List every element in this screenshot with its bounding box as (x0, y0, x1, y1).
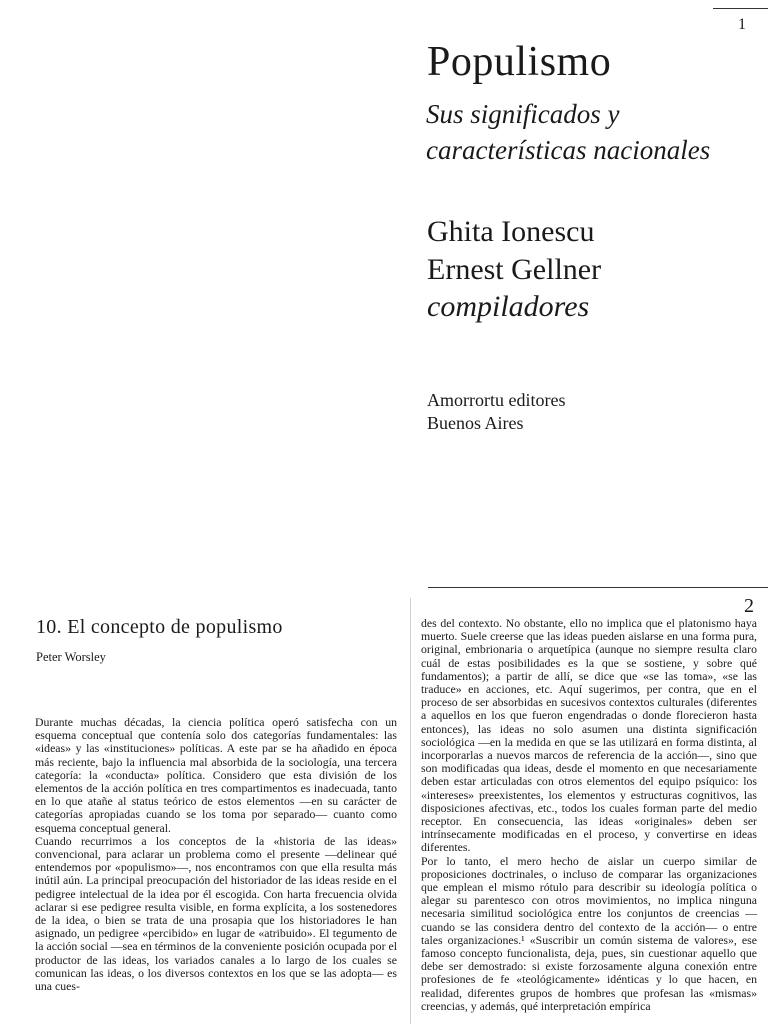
book-subtitle-line1: Sus significados y (426, 99, 620, 129)
editors-role: compiladores (427, 290, 590, 323)
chapter-author: Peter Worsley (36, 650, 106, 664)
paragraph: des del contexto. No obstante, ello no implica que el platonismo haya muerto. Suele creerse que las ideas pueden aislarse en una forma pura, original, embrionaria o arquetípica (aunque no siempre resulta claro cuál de estas posibilidades es la que se sostiene, y sobre qué fundamentos); a partir de allí, se dice que «se las toma», «se las traduce» en acciones, etc. Aquí sugerimos, per contra, que en el proceso de ser absorbidas en sucesivos contextos culturales (diferentes a aquellos en los que fueron engendradas o donde florecieron hasta entonces), las ideas no solo asumen una distinta significación sociológica —en la medida en que se las utilizará en forma distinta, al incorporarlas a nuevos marcos de referencia de la acción—, sino que son modificadas qua ideas, desde el momento en que necesariamente deben estar articuladas con otros elementos del equipo psíquico: los «intereses» preexistentes, los elementos y estructuras cognitivos, las disposiciones afectivas, etc., todos los cuales forman parte del medio receptor. En consecuencia, las ideas «originales» deben ser intrínsecamente modificadas en el proceso, y convertirse en ideas diferentes. (421, 616, 757, 855)
chapter-title: 10. El concepto de populismo (36, 616, 283, 638)
author-1: Ghita Ionescu (427, 215, 595, 248)
book-title: Populismo (427, 39, 612, 85)
left-text-column (35, 716, 397, 993)
column-gutter-line (410, 598, 411, 1024)
paragraph: Por lo tanto, el mero hecho de aislar un cuerpo similar de proposiciones doctrinales, o incluso de comparar las organizaciones que emplean el mismo rótulo para describir su ideología política o alegar su parentesco con otros movimientos, no implica ninguna necesaria similitud sociológica entre los conjuntos de creencias —cuando se las considera dentro del contexto de la acción— o entre tales organizaciones.¹ «Suscribir un común sistema de valores», ese famoso concepto funcionalista, deja, pues, sin cuestionar aquello que debe ser demostrado: si existe forzosamente alguna conexión entre profesiones de fe «teológicamente» idénticas y lo que hacen, en realidad, diferentes grupos de hombres que profesan las «mismas» creencias, y además, qué interpretación empírica (421, 853, 757, 1013)
page-divider-rule (428, 587, 768, 588)
book-subtitle-line2: características nacionales (426, 135, 711, 165)
page-number: 2 (744, 595, 754, 617)
right-text-column (421, 617, 757, 1013)
paragraph: Durante muchas décadas, la ciencia política operó satisfecha con un esquema conceptual que contenía solo dos categorías fundamentales: las «ideas» y las «instituciones» políticas. A este par se ha añadido en época más reciente, bajo la influencia mal absorbida de la sociología, una tercera categoría: la «conducta» política. Considero que esta división de los elementos de la acción política en tres compartimentos es inadecuada, tanto en lo que atañe al status teórico de estos elementos —en su carácter de categorías apropiadas cuando se los toma por separado— cuanto como esquema conceptual general. (35, 715, 397, 835)
publisher-city: Buenos Aires (427, 413, 524, 433)
top-rule (713, 8, 768, 9)
paragraph: Cuando recurrimos a los conceptos de la «historia de las ideas» convencional, para aclarar un problema como el presente —delinear qué entendemos por «populismo»—, nos encontramos con que ella resulta más inútil aún. La principal preocupación del historiador de las ideas reside en el pedigree intelectual de la idea por él escogida. Con harta frecuencia olvida aclarar si ese pedigree resulta visible, en forma explícita, a los sostenedores de la idea, o bien se trata de una prosapia que los historiadores le han asignado, un pedigree «percibido» en lugar de «atribuido». El tegumento de la acción social —sea en términos de la conveniente posición ocupada por el productor de las ideas, los variados canales a lo largo de los cuales se comunican las ideas, o los diversos contextos en los que se las adopta— es una cues- (35, 833, 397, 994)
publisher: Amorrortu editores (427, 390, 566, 410)
corner-mark: 1 (738, 16, 746, 33)
author-2: Ernest Gellner (427, 253, 602, 286)
